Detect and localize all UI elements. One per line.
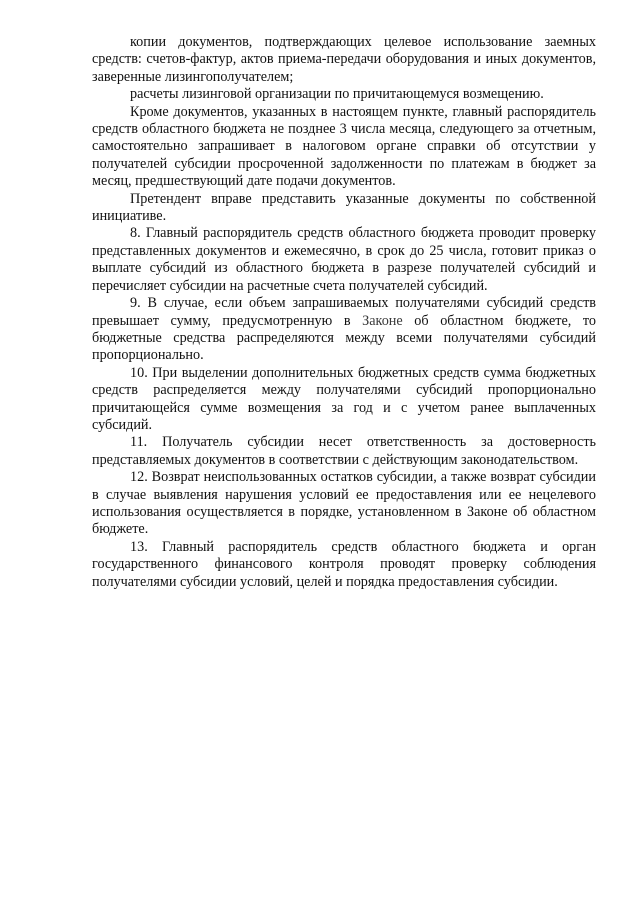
paragraph-item-10: 10. При выделении дополнительных бюджетных средств сумма бюджетных средств распределяется между получателями субсидий пропорционально причитающейся сумме возмещения за год и с учетом ранее выплаченных субсидий. [92, 364, 596, 433]
paragraph-item-12: 12. Возврат неиспользованных остатков субсидии, а также возврат субсидии в случае выявления нарушения условий ее предоставления или ее нецелевого использования осуществляется в порядке, установленном в Законе об областном бюджете. [92, 469, 596, 538]
paragraph-item-13: 13. Главный распорядитель средств областного бюджета и орган государственного финансового контроля проводят проверку соблюдения получателями субсидии условий, целей и порядка предоставления субсидии. [92, 538, 596, 590]
paragraph-calculations: расчеты лизинговой организации по причитающемуся возмещению. [130, 86, 544, 103]
paragraph-own-initiative: Претендент вправе представить указанные документы по собственной инициативе. [92, 190, 596, 225]
paragraph-item-9-end: об областном бюджете, то бюджетные средства распределяются между всеми получателями субсидий пропорционально. [92, 312, 596, 364]
paragraph-item-9-start: 9. В случае, если объем запрашиваемых получателями субсидий средств превышает сумму, предусмотренную в [92, 295, 596, 329]
paragraph-tax-request: Кроме документов, указанных в настоящем пункте, главный распорядитель средств областного бюджета не позднее 3 числа месяца, следующего за отчетным, самостоятельно запрашивает в налоговом органе справки об отсутствии у получателей субсидии просроченной задолженности по платежам в бюджет за месяц, предшествующий дате подачи документов. [92, 103, 596, 190]
paragraph-item-8: 8. Главный распорядитель средств областного бюджета проводит проверку представленных документов и ежемесячно, в срок до 25 числа, готовит приказ о выплате субсидий из областного бюджета в разрезе получателей субсидий и перечисляет субсидии на расчетные счета получателей субсидий. [92, 225, 596, 294]
paragraph-copies: копии документов, подтверждающих целевое использование заемных средств: счетов-фактур, актов приема-передачи оборудования и иных документов, заверенные лизингополучателем; [92, 34, 596, 85]
paragraph-item-9 [92, 295, 596, 365]
paragraph-item-11: 11. Получатель субсидии несет ответственность за достоверность представляемых документов в соответствии с действующим законодательством. [92, 434, 596, 468]
document-page [92, 34, 596, 591]
law-link[interactable]: Законе [362, 312, 403, 329]
